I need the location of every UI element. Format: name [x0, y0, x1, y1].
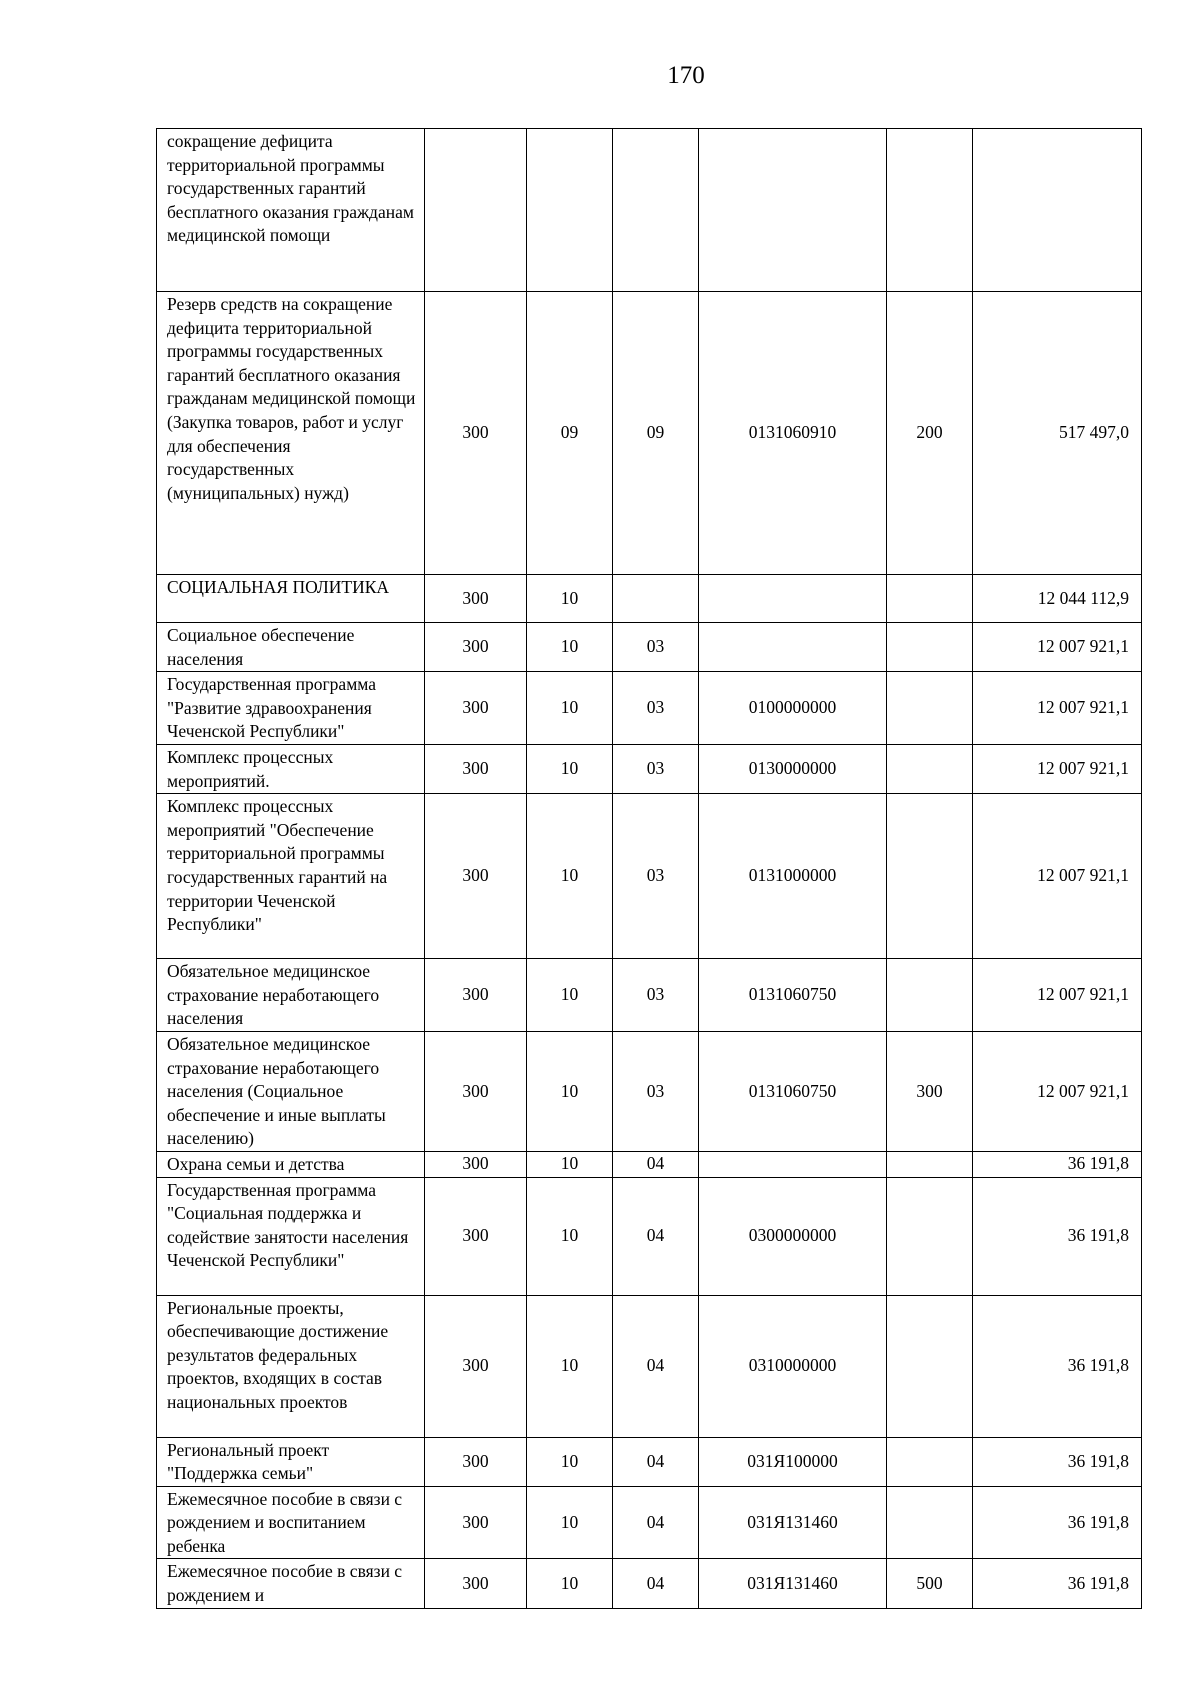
subsection-code: 03: [613, 744, 699, 793]
table-row: [157, 1151, 1142, 1177]
expense-type-code: [887, 1295, 973, 1437]
amount: 36 191,8: [973, 1151, 1142, 1177]
section-code: 10: [527, 623, 613, 672]
target-article-code: 031Я131460: [699, 1486, 887, 1559]
expense-type-code: [887, 1151, 973, 1177]
subsection-code: 04: [613, 1295, 699, 1437]
expense-type-code: 200: [887, 292, 973, 575]
ministry-code: 300: [425, 1437, 527, 1486]
row-name: Социальное обеспечение населения: [157, 623, 425, 672]
amount: 12 007 921,1: [973, 744, 1142, 793]
expense-type-code: [887, 575, 973, 623]
row-name: Государственная программа "Социальная поддержка и содействие занятости населения Чеченской Республики": [157, 1177, 425, 1295]
subsection-code: 04: [613, 1151, 699, 1177]
section-code: [527, 129, 613, 292]
page-number: 170: [667, 62, 705, 89]
section-code: 10: [527, 1151, 613, 1177]
section-code: 10: [527, 1559, 613, 1608]
amount: 12 007 921,1: [973, 794, 1142, 959]
expense-type-code: 300: [887, 1031, 973, 1151]
row-name: Обязательное медицинское страхование неработающего населения (Социальное обеспечение и иные выплаты населению): [157, 1031, 425, 1151]
ministry-code: 300: [425, 1177, 527, 1295]
table-row: [157, 1486, 1142, 1559]
ministry-code: 300: [425, 672, 527, 745]
target-article-code: 031Я100000: [699, 1437, 887, 1486]
table-row: [157, 672, 1142, 745]
target-article-code: [699, 623, 887, 672]
target-article-code: [699, 129, 887, 292]
subsection-code: 03: [613, 623, 699, 672]
section-code: 10: [527, 575, 613, 623]
subsection-code: 03: [613, 959, 699, 1032]
row-name: Региональные проекты, обеспечивающие достижение результатов федеральных проектов, входящих в состав национальных проектов: [157, 1295, 425, 1437]
expense-type-code: [887, 129, 973, 292]
ministry-code: 300: [425, 575, 527, 623]
subsection-code: 09: [613, 292, 699, 575]
target-article-code: [699, 1151, 887, 1177]
section-code: 10: [527, 1437, 613, 1486]
ministry-code: 300: [425, 1031, 527, 1151]
table-row: [157, 1295, 1142, 1437]
row-name: Ежемесячное пособие в связи с рождением и: [157, 1559, 425, 1608]
ministry-code: 300: [425, 1295, 527, 1437]
amount: 36 191,8: [973, 1177, 1142, 1295]
subsection-code: 03: [613, 672, 699, 745]
section-code: 10: [527, 794, 613, 959]
table-row: [157, 292, 1142, 575]
section-code: 10: [527, 1486, 613, 1559]
ministry-code: 300: [425, 1486, 527, 1559]
amount: 12 007 921,1: [973, 672, 1142, 745]
section-code: 10: [527, 672, 613, 745]
expense-type-code: [887, 1437, 973, 1486]
row-name: Обязательное медицинское страхование неработающего населения: [157, 959, 425, 1032]
subsection-code: 04: [613, 1177, 699, 1295]
table-row: [157, 575, 1142, 623]
target-article-code: 0100000000: [699, 672, 887, 745]
ministry-code: 300: [425, 623, 527, 672]
amount: 12 007 921,1: [973, 623, 1142, 672]
ministry-code: 300: [425, 1559, 527, 1608]
amount: 517 497,0: [973, 292, 1142, 575]
target-article-code: 0310000000: [699, 1295, 887, 1437]
table-row: [157, 744, 1142, 793]
table-row: [157, 959, 1142, 1032]
section-code: 09: [527, 292, 613, 575]
ministry-code: [425, 129, 527, 292]
amount: 12 044 112,9: [973, 575, 1142, 623]
expense-type-code: [887, 1177, 973, 1295]
subsection-code: 03: [613, 1031, 699, 1151]
expense-type-code: [887, 623, 973, 672]
expense-type-code: [887, 1486, 973, 1559]
subsection-code: [613, 129, 699, 292]
target-article-code: [699, 575, 887, 623]
ministry-code: 300: [425, 744, 527, 793]
ministry-code: 300: [425, 292, 527, 575]
target-article-code: 0131060750: [699, 959, 887, 1032]
amount: 36 191,8: [973, 1295, 1142, 1437]
expense-type-code: [887, 744, 973, 793]
row-name: СОЦИАЛЬНАЯ ПОЛИТИКА: [157, 575, 425, 623]
expense-type-code: [887, 794, 973, 959]
section-code: 10: [527, 1177, 613, 1295]
target-article-code: 0130000000: [699, 744, 887, 793]
section-code: 10: [527, 1031, 613, 1151]
row-name: сокращение дефицита территориальной программы государственных гарантий бесплатного оказания гражданам медицинской помощи: [157, 129, 425, 292]
section-code: 10: [527, 744, 613, 793]
amount: [973, 129, 1142, 292]
ministry-code: 300: [425, 794, 527, 959]
target-article-code: 0131000000: [699, 794, 887, 959]
row-name: Ежемесячное пособие в связи с рождением и воспитанием ребенка: [157, 1486, 425, 1559]
expense-type-code: 500: [887, 1559, 973, 1608]
target-article-code: 0300000000: [699, 1177, 887, 1295]
row-name: Государственная программа "Развитие здравоохранения Чеченской Республики": [157, 672, 425, 745]
table-row: [157, 1031, 1142, 1151]
row-name: Комплекс процессных мероприятий.: [157, 744, 425, 793]
table-row: [157, 623, 1142, 672]
subsection-code: 04: [613, 1486, 699, 1559]
row-name: Комплекс процессных мероприятий "Обеспечение территориальной программы государственных гарантий на территории Чеченской Республики": [157, 794, 425, 959]
subsection-code: 03: [613, 794, 699, 959]
section-code: 10: [527, 959, 613, 1032]
ministry-code: 300: [425, 959, 527, 1032]
section-code: 10: [527, 1295, 613, 1437]
row-name: Резерв средств на сокращение дефицита территориальной программы государственных гарантий бесплатного оказания гражданам медицинской помощи (Закупка товаров, работ и услуг для обеспечения государственных (муниципальных) нужд): [157, 292, 425, 575]
ministry-code: 300: [425, 1151, 527, 1177]
amount: 36 191,8: [973, 1486, 1142, 1559]
subsection-code: [613, 575, 699, 623]
table-row: [157, 129, 1142, 292]
table-row: [157, 1177, 1142, 1295]
amount: 12 007 921,1: [973, 959, 1142, 1032]
expense-type-code: [887, 672, 973, 745]
target-article-code: 0131060750: [699, 1031, 887, 1151]
amount: 36 191,8: [973, 1437, 1142, 1486]
subsection-code: 04: [613, 1559, 699, 1608]
amount: 36 191,8: [973, 1559, 1142, 1608]
expense-type-code: [887, 959, 973, 1032]
table-row: [157, 1437, 1142, 1486]
table-row: [157, 794, 1142, 959]
row-name: Охрана семьи и детства: [157, 1151, 425, 1177]
budget-table: [156, 128, 1142, 1609]
amount: 12 007 921,1: [973, 1031, 1142, 1151]
row-name: Региональный проект "Поддержка семьи": [157, 1437, 425, 1486]
target-article-code: 031Я131460: [699, 1559, 887, 1608]
table-row: [157, 1559, 1142, 1608]
subsection-code: 04: [613, 1437, 699, 1486]
target-article-code: 0131060910: [699, 292, 887, 575]
